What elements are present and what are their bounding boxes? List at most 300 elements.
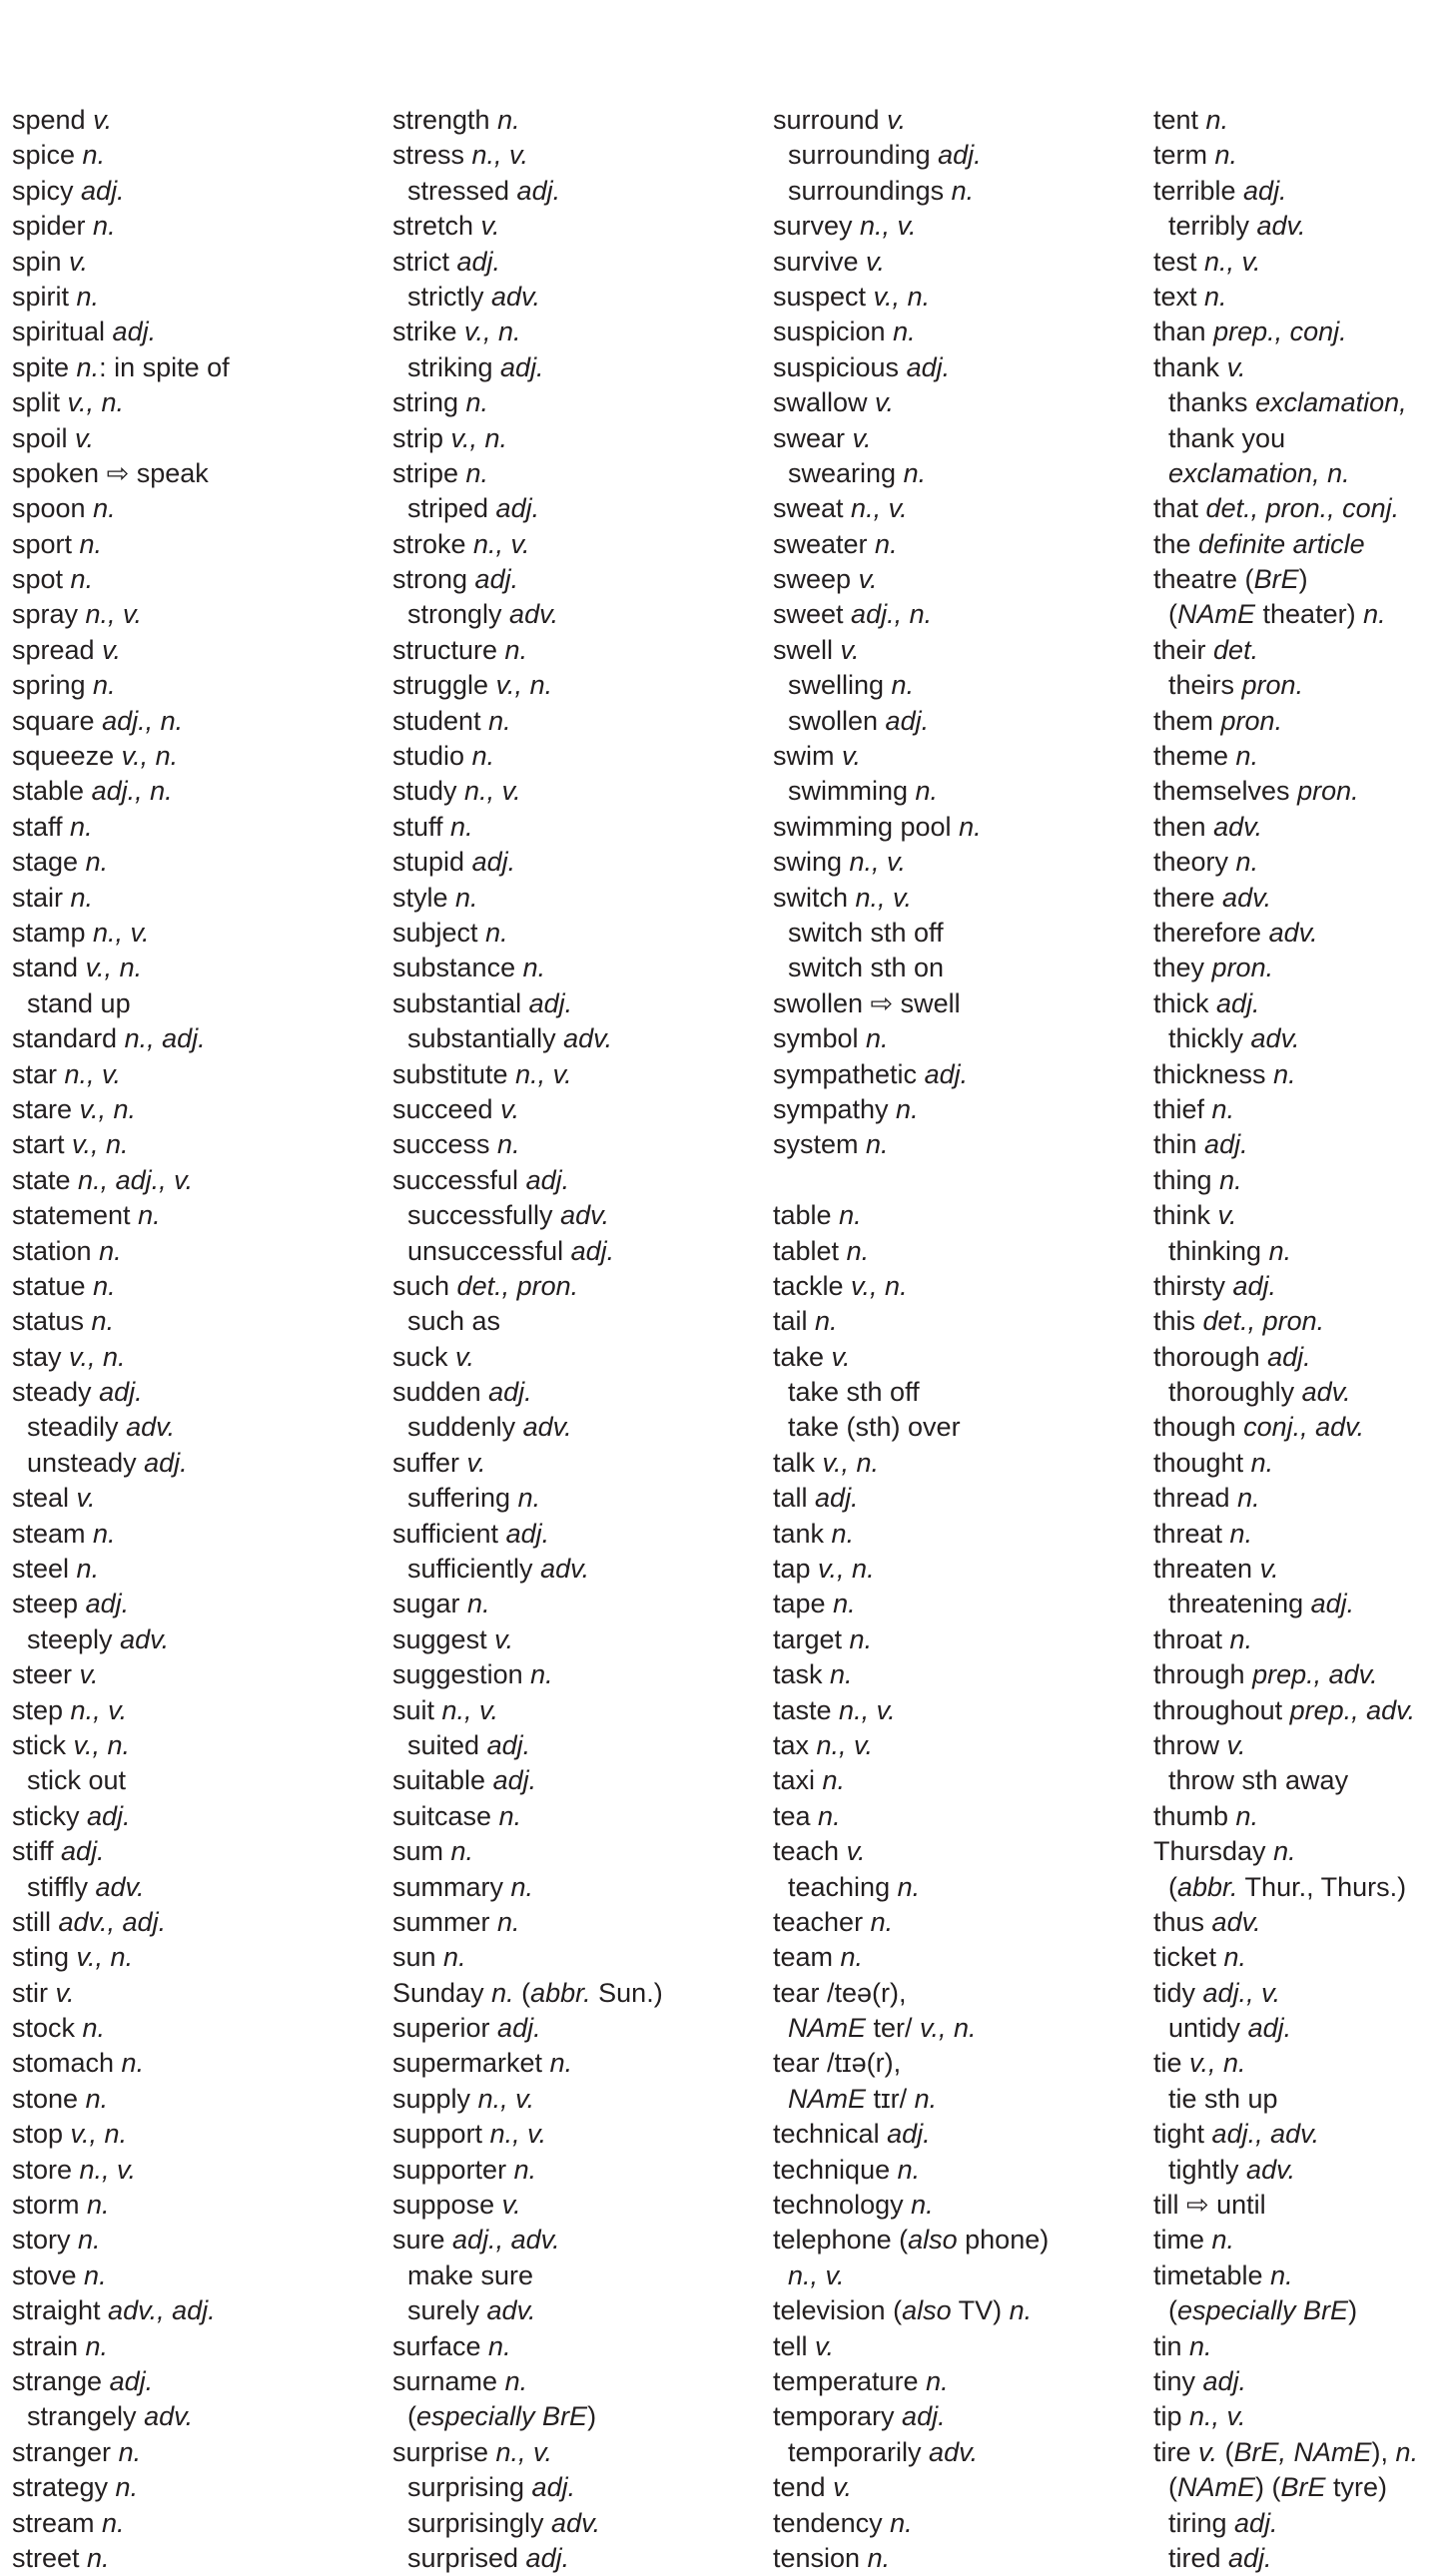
headword-entry <box>12 1728 381 1763</box>
entry-text: stream <box>12 2507 103 2538</box>
headword-entry <box>1153 174 1439 209</box>
entry-text: switch <box>773 882 856 913</box>
entry-text: swelling <box>788 670 892 701</box>
sub-entry <box>1153 209 1439 244</box>
sub-entry <box>1153 668 1439 703</box>
grammar-label: n. <box>76 351 100 382</box>
grammar-label: n. <box>890 2507 913 2538</box>
headword-entry <box>392 2329 762 2364</box>
entry-text: think <box>1153 1200 1218 1231</box>
entry-text: studio <box>392 741 472 772</box>
grammar-label: also <box>902 2295 952 2326</box>
sub-entry <box>1153 421 1439 456</box>
entry-text: tear /teə(r), <box>773 1977 907 2008</box>
grammar-label: n. <box>517 1483 541 1514</box>
entry-text: telephone ( <box>773 2225 909 2255</box>
entry-text: summary <box>392 1871 511 1902</box>
headword-entry <box>1153 1446 1439 1481</box>
grammar-label: n. <box>85 847 109 878</box>
grammar-label: det., pron. <box>456 1270 579 1301</box>
grammar-label: n. <box>830 1659 853 1690</box>
entry-text: tear /tɪə(r), <box>773 2048 902 2079</box>
grammar-label: v., n. <box>73 1729 131 1760</box>
headword-entry <box>392 916 762 951</box>
headword-entry <box>392 456 762 491</box>
grammar-label: v. <box>102 634 122 665</box>
headword-entry <box>773 1552 1142 1587</box>
entry-text: surely <box>407 2295 487 2326</box>
grammar-label: n. <box>866 1129 889 1160</box>
entry-text: spite <box>12 351 77 382</box>
headword-entry <box>392 2153 762 2188</box>
entry-text: sympathy <box>773 1093 897 1124</box>
grammar-label: n. <box>866 1023 889 1054</box>
grammar-label: n., v. <box>79 2154 137 2185</box>
grammar-label: n., v. <box>495 2436 553 2467</box>
entry-text: ticket <box>1153 1942 1224 1973</box>
entry-text: thing <box>1153 1164 1220 1195</box>
grammar-label: n. <box>1189 2330 1212 2361</box>
sub-entry <box>392 1021 762 1056</box>
headword-entry <box>12 456 381 491</box>
headword-entry <box>12 2506 381 2541</box>
grammar-label: n. <box>818 1800 841 1831</box>
entry-text: suitcase <box>392 1800 499 1831</box>
grammar-label: v., n. <box>79 1093 137 1124</box>
grammar-label: v. <box>480 211 500 242</box>
grammar-label: adj. <box>924 1058 969 1089</box>
grammar-label: adv. <box>560 1200 610 1231</box>
entry-text: teach <box>773 1836 847 1867</box>
grammar-label: v. <box>494 1623 514 1654</box>
grammar-label: adj., n. <box>91 776 173 807</box>
grammar-label: v. <box>76 1483 96 1514</box>
grammar-label: adj. <box>99 1377 143 1408</box>
entry-text: substantially <box>407 1023 564 1054</box>
grammar-label: det., pron. <box>1202 1306 1325 1337</box>
entry-text: threat <box>1153 1518 1230 1549</box>
grammar-label: adv. <box>929 2436 979 2467</box>
headword-entry <box>773 739 1142 774</box>
entry-text: tyre) <box>1325 2472 1388 2503</box>
entry-text: switch sth on <box>788 953 945 983</box>
grammar-label: adv. <box>486 2295 536 2326</box>
entry-text: thief <box>1153 1093 1212 1124</box>
entry-text: stretch <box>392 211 481 242</box>
grammar-label: n. <box>870 1906 894 1937</box>
grammar-label: adv. <box>144 2401 194 2432</box>
headword-entry <box>12 774 381 809</box>
grammar-label: n. <box>450 1836 474 1867</box>
entry-text: tax <box>773 1729 817 1760</box>
grammar-label: n. <box>1363 599 1386 630</box>
entry-text: stand <box>12 953 86 983</box>
headword-entry <box>773 1940 1142 1975</box>
entry-text: taxi <box>773 1765 823 1796</box>
grammar-label: n. <box>93 493 116 524</box>
grammar-label: adj. <box>1310 1589 1355 1619</box>
grammar-label: adv. <box>522 1412 572 1443</box>
entry-text: theirs <box>1168 670 1242 701</box>
grammar-label: n., v. <box>489 2119 547 2150</box>
entry-text: stair <box>12 882 71 913</box>
entry-text: strictly <box>407 281 491 312</box>
grammar-label: adj. <box>1267 1341 1311 1372</box>
entry-text: supermarket <box>392 2048 550 2079</box>
grammar-label: n. <box>893 317 916 347</box>
grammar-label: n. <box>488 705 511 736</box>
grammar-label: n., adj., v. <box>78 1164 194 1195</box>
headword-entry <box>12 1799 381 1834</box>
grammar-label: adj. <box>85 1589 130 1619</box>
entry-text: stock <box>12 2013 83 2044</box>
grammar-label: adv. <box>1213 811 1263 842</box>
headword-entry <box>773 1763 1142 1798</box>
grammar-label: NAmE <box>788 2083 867 2114</box>
sub-entry <box>12 1410 381 1445</box>
entry-text: talk <box>773 1447 823 1478</box>
grammar-label: adj. <box>1232 1270 1277 1301</box>
entry-text: spirit <box>12 281 77 312</box>
entry-text: theory <box>1153 847 1236 878</box>
headword-entry <box>12 2258 381 2293</box>
grammar-label: v., n. <box>851 1270 908 1301</box>
headword-entry <box>773 1976 1142 2011</box>
entry-text: suspect <box>773 281 874 312</box>
grammar-label: adv. <box>1222 882 1272 913</box>
sub-entry <box>773 668 1142 703</box>
entry-text: suited <box>407 1729 487 1760</box>
headword-entry <box>392 1834 762 1869</box>
headword-entry <box>773 1234 1142 1269</box>
grammar-label: prep., adv. <box>1289 1694 1416 1725</box>
entry-text: tank <box>773 1518 832 1549</box>
entry-text: tightly <box>1168 2154 1247 2185</box>
entry-text: technical <box>773 2119 888 2150</box>
headword-entry <box>392 774 762 809</box>
entry-text: statue <box>12 1270 94 1301</box>
grammar-label: adj., adv. <box>1211 2119 1320 2150</box>
headword-entry <box>773 2364 1142 2399</box>
sub-entry <box>392 1234 762 1269</box>
headword-entry <box>392 845 762 880</box>
entry-text: take <box>773 1341 832 1372</box>
headword-entry <box>12 2329 381 2364</box>
headword-entry <box>1153 2223 1439 2257</box>
headword-entry <box>1153 350 1439 385</box>
headword-entry <box>392 1799 762 1834</box>
entry-text: text <box>1153 281 1205 312</box>
headword-entry <box>1153 774 1439 809</box>
headword-entry <box>392 2011 762 2046</box>
grammar-label: n. <box>1235 741 1259 772</box>
grammar-label: adv. <box>491 281 541 312</box>
entry-text: sweep <box>773 564 859 595</box>
entry-text: symbol <box>773 1023 867 1054</box>
sub-entry <box>1153 456 1439 491</box>
grammar-label: n. <box>914 2083 938 2114</box>
headword-entry <box>773 280 1142 315</box>
entry-text: style <box>392 882 456 913</box>
grammar-label: adj. <box>1202 2366 1247 2396</box>
entry-text: thickly <box>1168 1023 1251 1054</box>
headword-entry <box>1153 1304 1439 1339</box>
grammar-label: v. <box>1226 1729 1246 1760</box>
headword-entry <box>773 2188 1142 2223</box>
grammar-label: n. <box>530 1659 553 1690</box>
grammar-label: v. <box>500 1093 520 1124</box>
entry-text: that <box>1153 493 1206 524</box>
grammar-label: NAmE <box>1177 599 1256 630</box>
entry-text: string <box>392 387 466 418</box>
sub-entry <box>12 986 381 1021</box>
headword-entry <box>12 1127 381 1162</box>
entry-text: striped <box>407 493 496 524</box>
sub-entry <box>1153 1763 1439 1798</box>
headword-entry <box>773 1728 1142 1763</box>
grammar-label: n. <box>491 1977 514 2008</box>
grammar-label: v. <box>1217 1200 1237 1231</box>
grammar-label: adv. <box>1250 1023 1300 1054</box>
sub-entry <box>773 916 1142 951</box>
grammar-label: n. <box>465 457 489 488</box>
grammar-label: adj. <box>61 1836 105 1867</box>
entry-text: tired <box>1168 2542 1229 2573</box>
headword-entry <box>1153 1728 1439 1763</box>
headword-entry <box>12 1834 381 1869</box>
headword-entry <box>773 1304 1142 1339</box>
headword-entry <box>1153 633 1439 668</box>
headword-entry <box>12 2435 381 2470</box>
sub-entry <box>773 1410 1142 1445</box>
entry-text: than <box>1153 317 1214 347</box>
sub-entry <box>1153 1587 1439 1621</box>
entry-text: the <box>1153 528 1199 559</box>
sub-entry <box>1153 2470 1439 2505</box>
grammar-label: n. <box>1229 1518 1253 1549</box>
grammar-label: n. <box>79 528 103 559</box>
grammar-label: v. <box>79 1659 99 1690</box>
entry-text: suitable <box>392 1765 493 1796</box>
headword-entry <box>12 668 381 703</box>
headword-entry <box>392 1163 762 1198</box>
grammar-label: v. <box>858 564 878 595</box>
entry-text: standard <box>12 1023 125 1054</box>
entry-text: swing <box>773 847 850 878</box>
headword-entry <box>392 1940 762 1975</box>
headword-entry <box>392 1657 762 1692</box>
entry-text: square <box>12 705 103 736</box>
sub-entry <box>1153 1234 1439 1269</box>
headword-entry <box>392 1057 762 1092</box>
grammar-label: v., n. <box>70 2119 128 2150</box>
grammar-label: adv. <box>509 599 559 630</box>
headword-entry <box>392 704 762 739</box>
entry-text: tie <box>1153 2048 1190 2079</box>
headword-entry <box>12 1517 381 1552</box>
entry-text: supporter <box>392 2154 514 2185</box>
grammar-label: n., v. <box>860 211 917 242</box>
entry-text: tackle <box>773 1270 852 1301</box>
grammar-label: det. <box>1213 634 1259 665</box>
entry-text: they <box>1153 953 1212 983</box>
entry-text: teacher <box>773 1906 871 1937</box>
entry-text: street <box>12 2542 88 2573</box>
entry-text: state <box>12 1164 79 1195</box>
grammar-label: adj. <box>474 564 519 595</box>
grammar-label: n., v. <box>816 1729 874 1760</box>
headword-entry <box>392 103 762 138</box>
headword-entry <box>1153 881 1439 916</box>
entry-text: support <box>392 2119 490 2150</box>
grammar-label: adj. <box>906 351 951 382</box>
entry-text: stupid <box>392 847 472 878</box>
sub-entry <box>392 1728 762 1763</box>
grammar-label: adj. <box>112 317 157 347</box>
headword-entry <box>392 385 762 420</box>
headword-entry <box>392 562 762 597</box>
grammar-label: definite article <box>1198 528 1365 559</box>
headword-entry <box>1153 103 1439 138</box>
grammar-label: v., n. <box>920 2013 977 2044</box>
headword-entry <box>12 1976 381 2011</box>
grammar-label: n. <box>118 2436 142 2467</box>
grammar-label: n. <box>815 1306 838 1337</box>
grammar-label: n., v. <box>471 140 529 171</box>
headword-entry <box>12 2223 381 2257</box>
grammar-label: n. <box>82 140 106 171</box>
grammar-label: adv. <box>95 1871 145 1902</box>
entry-text: swearing <box>788 457 904 488</box>
entry-text: sympathetic <box>773 1058 925 1089</box>
grammar-label: prep., conj. <box>1213 317 1347 347</box>
grammar-label: n., adj. <box>124 1023 206 1054</box>
sub-entry <box>392 1198 762 1233</box>
grammar-label: adv., adj. <box>108 2295 216 2326</box>
headword-entry <box>1153 845 1439 880</box>
headword-entry <box>1153 1410 1439 1445</box>
sub-entry <box>392 174 762 209</box>
entry-text: strain <box>12 2330 86 2361</box>
headword-entry <box>773 1517 1142 1552</box>
sub-entry <box>1153 2293 1439 2328</box>
entry-text: ) <box>1298 564 1308 595</box>
entry-text: Sun.) <box>590 1977 663 2008</box>
grammar-label: n. <box>1211 1093 1235 1124</box>
headword-entry <box>12 1693 381 1728</box>
entry-text: term <box>1153 140 1215 171</box>
entry-text: thick <box>1153 987 1217 1018</box>
entry-text: thread <box>1153 1483 1238 1514</box>
headword-entry <box>773 1127 1142 1162</box>
grammar-label: adj. <box>938 140 982 171</box>
entry-text: tension <box>773 2542 868 2573</box>
grammar-label: BrE <box>1253 564 1299 595</box>
sub-entry <box>1153 2153 1439 2188</box>
grammar-label: pron. <box>1297 776 1359 807</box>
entry-text: sum <box>392 1836 451 1867</box>
headword-entry <box>1153 1517 1439 1552</box>
grammar-label: n. <box>1211 2225 1235 2255</box>
entry-text: stick <box>12 1729 74 1760</box>
grammar-label: n. <box>839 1200 862 1231</box>
grammar-label: adj. <box>528 987 573 1018</box>
entry-text: suit <box>392 1694 442 1725</box>
grammar-label: conj., adv. <box>1243 1412 1365 1443</box>
entry-text: stone <box>12 2083 86 2114</box>
entry-text: temporary <box>773 2401 903 2432</box>
headword-entry <box>1153 1905 1439 1940</box>
grammar-label: adv. <box>1256 211 1306 242</box>
grammar-label: n. <box>76 281 100 312</box>
entry-text: swell <box>773 634 841 665</box>
grammar-label: pron. <box>1241 670 1304 701</box>
grammar-label: v. <box>866 246 886 277</box>
headword-entry <box>773 315 1142 349</box>
grammar-label: adj. <box>1234 2507 1278 2538</box>
sub-entry <box>12 1870 381 1905</box>
grammar-label: n., v. <box>477 2083 535 2114</box>
entry-text: sting <box>12 1942 77 1973</box>
grammar-label: n. <box>497 105 520 135</box>
grammar-label: v. <box>55 1977 75 2008</box>
grammar-label: adv. <box>551 2507 601 2538</box>
entry-text: temporarily <box>788 2436 930 2467</box>
entry-text: TV) <box>951 2295 1010 2326</box>
entry-text: student <box>392 705 489 736</box>
entry-text: tea <box>773 1800 819 1831</box>
headword-entry <box>12 1021 381 1056</box>
entry-text: stick out <box>27 1765 127 1796</box>
headword-entry <box>12 1657 381 1692</box>
headword-entry <box>773 2223 1142 2257</box>
entry-text: thank <box>1153 351 1227 382</box>
headword-entry <box>773 245 1142 280</box>
headword-entry <box>1153 739 1439 774</box>
grammar-label: n. <box>911 2190 934 2221</box>
entry-text: stress <box>392 140 472 171</box>
sub-entry <box>12 1446 381 1481</box>
grammar-label: n., v. <box>851 493 908 524</box>
grammar-label: n., v. <box>70 1694 128 1725</box>
headword-entry <box>392 668 762 703</box>
entry-text: start <box>12 1129 73 1160</box>
entry-text: tin <box>1153 2330 1190 2361</box>
sub-entry <box>392 350 762 385</box>
grammar-label: adv., adj. <box>58 1906 167 1937</box>
entry-text: stage <box>12 847 86 878</box>
grammar-label: adj. <box>885 705 930 736</box>
grammar-label: v. <box>846 1836 866 1867</box>
headword-entry <box>1153 2364 1439 2399</box>
headword-entry <box>1153 1269 1439 1304</box>
sub-entry <box>773 1375 1142 1410</box>
sub-entry <box>1153 2506 1439 2541</box>
grammar-label: n. <box>70 564 94 595</box>
entry-text: success <box>392 1129 498 1160</box>
grammar-label: n. <box>93 1518 116 1549</box>
entry-text: swear <box>773 422 853 453</box>
entry-text: ter/ <box>866 2013 921 2044</box>
grammar-label: n. <box>1214 140 1238 171</box>
grammar-label: n. <box>485 917 508 948</box>
grammar-label: n. <box>85 2083 109 2114</box>
grammar-label: n., v. <box>855 882 913 913</box>
headword-entry <box>392 951 762 985</box>
entry-text: tall <box>773 1483 816 1514</box>
entry-text: ( <box>1217 2436 1234 2467</box>
headword-entry <box>12 951 381 985</box>
